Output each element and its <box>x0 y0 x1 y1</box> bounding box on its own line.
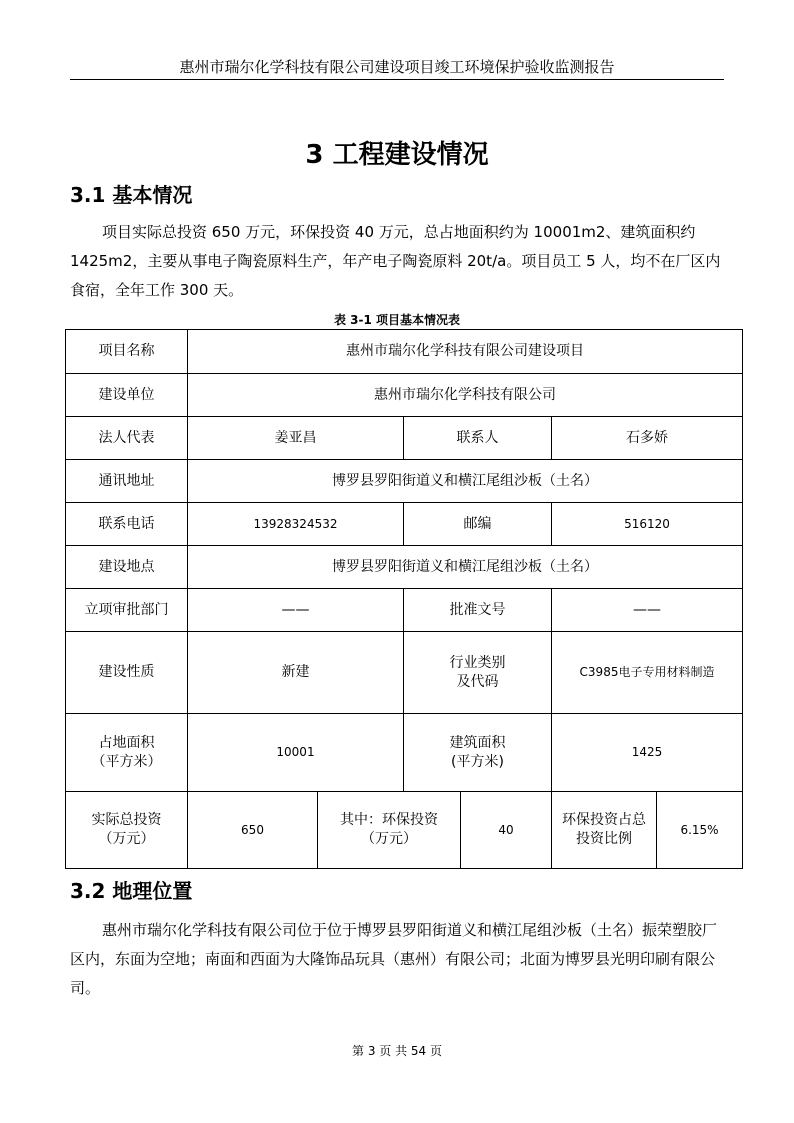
table-row <box>66 460 743 503</box>
total-investment-value: 650 <box>188 792 318 869</box>
section-heading-basic-info: 3.1 基本情况 <box>70 183 193 207</box>
env-investment-label <box>318 792 552 869</box>
env-ratio-label-line-1: 环保投资占总 <box>562 812 646 828</box>
postcode-label: 邮编 <box>404 503 552 546</box>
env-ratio-value: 6.15% <box>657 792 743 869</box>
page-header: 惠州市瑞尔化学科技有限公司建设项目竣工环境保护验收监测报告 <box>70 57 724 80</box>
total-investment-label <box>66 792 188 869</box>
land-area-label-line-1: 占地面积 <box>98 734 155 751</box>
chapter-title: 3 工程建设情况 <box>305 140 489 170</box>
building-area-label <box>404 714 552 792</box>
env-investment-label-line-2: （万元） <box>361 831 417 847</box>
table-row <box>66 589 743 632</box>
table-caption: 表 3-1 项目基本情况表 <box>333 313 461 327</box>
table-row <box>66 417 743 460</box>
site-value: 博罗县罗阳街道义和横江尾组沙板（土名） <box>188 546 743 589</box>
address-label: 通讯地址 <box>66 460 188 503</box>
approval-doc-label: 批准文号 <box>404 589 552 632</box>
env-investment-value: 40 <box>498 822 514 837</box>
phone-label: 联系电话 <box>66 503 188 546</box>
industry-label <box>404 632 552 714</box>
industry-label-line-1: 行业类别 <box>449 654 506 671</box>
builder-label: 建设单位 <box>66 374 188 417</box>
land-area-label <box>66 714 188 792</box>
table-row <box>66 503 743 546</box>
project-name-value: 惠州市瑞尔化学科技有限公司建设项目 <box>188 330 743 374</box>
industry-label-line-2: 及代码 <box>456 673 499 690</box>
total-investment-label-line-2: （万元） <box>98 831 155 847</box>
building-area-value: 1425 <box>552 714 743 792</box>
land-area-label-line-2: （平方米） <box>91 753 162 770</box>
site-label: 建设地点 <box>66 546 188 589</box>
basic-info-paragraph: 项目实际总投资 650 万元，环保投资 40 万元，总占地面积约为 10001m2、建筑面积约 1425m2，主要从事电子陶瓷原料生产，年产电子陶瓷原料 20t/a。项目员工 5 人，均不在厂区内食宿，全年工作 300 天。 <box>70 223 721 299</box>
approval-doc-value: —— <box>552 589 743 632</box>
address-value: 博罗县罗阳街道义和横江尾组沙板（土名） <box>188 460 743 503</box>
table-row <box>66 546 743 589</box>
approval-dept-value: —— <box>188 589 404 632</box>
nature-label: 建设性质 <box>66 632 188 714</box>
nature-value: 新建 <box>188 632 404 714</box>
building-area-label-line-1: 建筑面积 <box>449 734 506 751</box>
land-area-value: 10001 <box>188 714 404 792</box>
location-paragraph: 惠州市瑞尔化学科技有限公司位于位于博罗县罗阳街道义和横江尾组沙板（土名）振荣塑胶厂区内，东面为空地；南面和西面为大隆饰品玩具（惠州）有限公司；北面为博罗县光明印刷有限公司。 <box>70 921 718 997</box>
postcode-value: 516120 <box>552 503 743 546</box>
table-row <box>66 374 743 417</box>
project-name-label: 项目名称 <box>66 330 188 374</box>
approval-dept-label: 立项审批部门 <box>66 589 188 632</box>
legal-rep-label: 法人代表 <box>66 417 188 460</box>
builder-value: 惠州市瑞尔化学科技有限公司 <box>188 374 743 417</box>
industry-value: C3985电子专用材料制造 <box>552 632 743 714</box>
env-ratio-label-line-2: 投资比例 <box>576 831 632 847</box>
phone-value: 13928324532 <box>188 503 404 546</box>
env-investment-label-line-1: 其中：环保投资 <box>340 812 438 828</box>
table-row <box>66 632 743 714</box>
section-heading-location: 3.2 地理位置 <box>70 879 193 903</box>
env-ratio-label <box>552 792 657 869</box>
building-area-label-line-2: (平方米) <box>451 753 504 770</box>
table-row <box>66 330 743 374</box>
env-investment-label-cell <box>318 792 461 868</box>
page-footer: 第 3 页 共 54 页 <box>352 1044 442 1058</box>
legal-rep-value: 姜亚昌 <box>188 417 404 460</box>
table-row <box>66 714 743 792</box>
contact-value: 石多娇 <box>552 417 743 460</box>
contact-label: 联系人 <box>404 417 552 460</box>
total-investment-label-line-1: 实际总投资 <box>91 812 162 828</box>
project-info-table <box>65 329 743 869</box>
table-row <box>66 792 743 869</box>
